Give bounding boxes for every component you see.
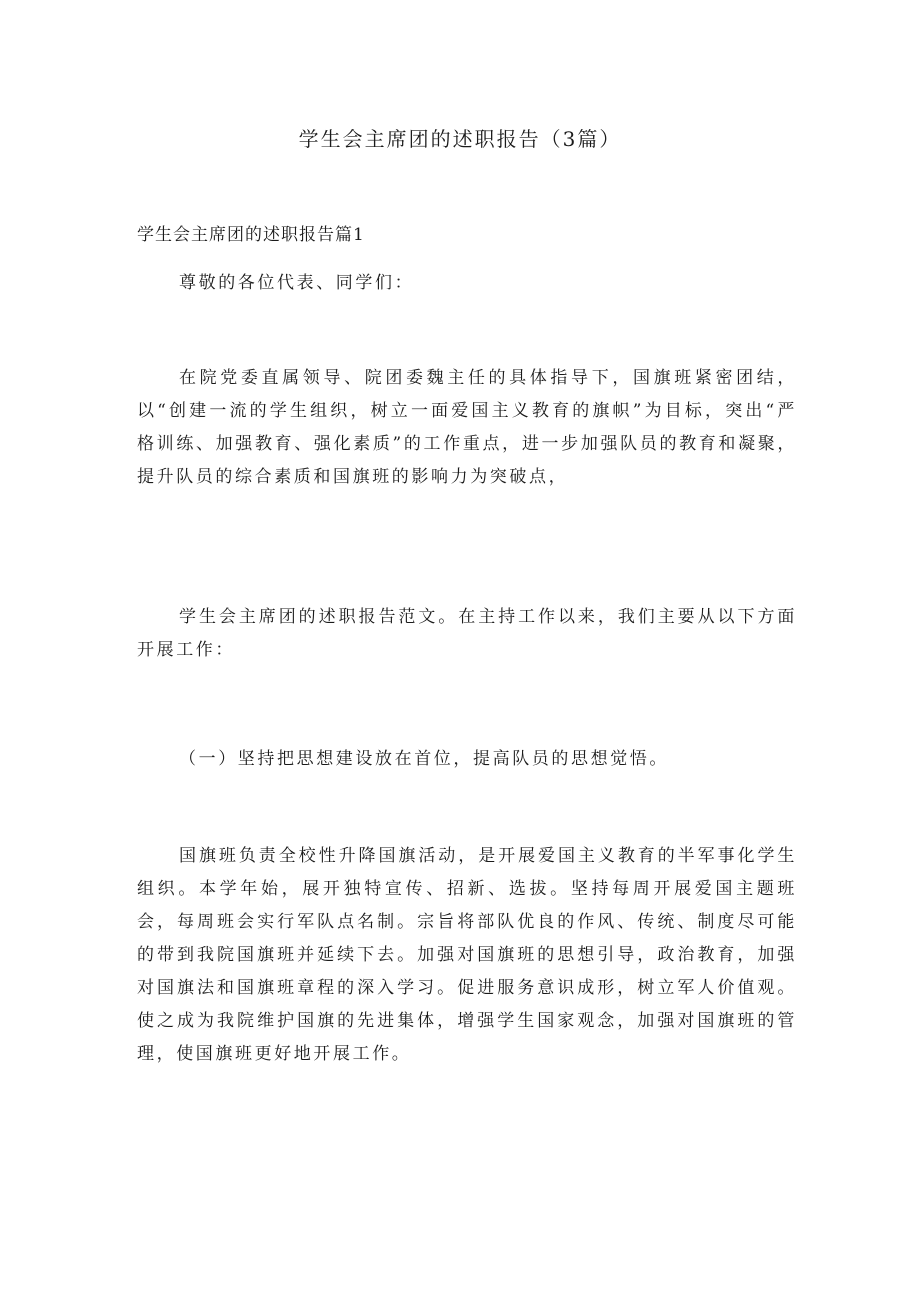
body-paragraph-4: 国旗班负责全校性升降国旗活动，是开展爱国主义教育的半军事化学生组织。本学年始，展开独特宣传、招新、选拔。坚持每周开展爱国主题班会，每周班会实行军队点名制。宗旨将部队优良的作风、传统、制度尽可能的带到我院国旗班并延续下去。加强对国旗班的思想引导，政治教育，加强对国旗法和国旗班章程的深入学习。促进服务意识成形，树立军人价值观。使之成为我院维护国旗的先进集体，增强学生国家观念，加强对国旗班的管理，使国旗班更好地开展工作。 [137,846,797,1064]
body-paragraph-3: （一）坚持把思想建设放在首位，提高队员的思想觉悟。 [179,749,669,769]
greeting-paragraph: 尊敬的各位代表、同学们： [179,273,415,293]
body-paragraph-2: 学生会主席团的述职报告范文。在主持工作以来，我们主要从以下方面开展工作： [137,607,797,660]
document-title: 学生会主席团的述职报告（3篇） [298,127,622,151]
body-paragraph-1: 在院党委直属领导、院团委魏主任的具体指导下，国旗班紧密团结，以“创建一流的学生组织，树立一面爱国主义教育的旗帜”为目标，突出“严格训练、加强教育、强化素质”的工作重点，进一步加强队员的教育和凝聚，提升队员的综合素质和国旗班的影响力为突破点， [137,368,797,487]
section-heading: 学生会主席团的述职报告篇1 [137,225,365,245]
